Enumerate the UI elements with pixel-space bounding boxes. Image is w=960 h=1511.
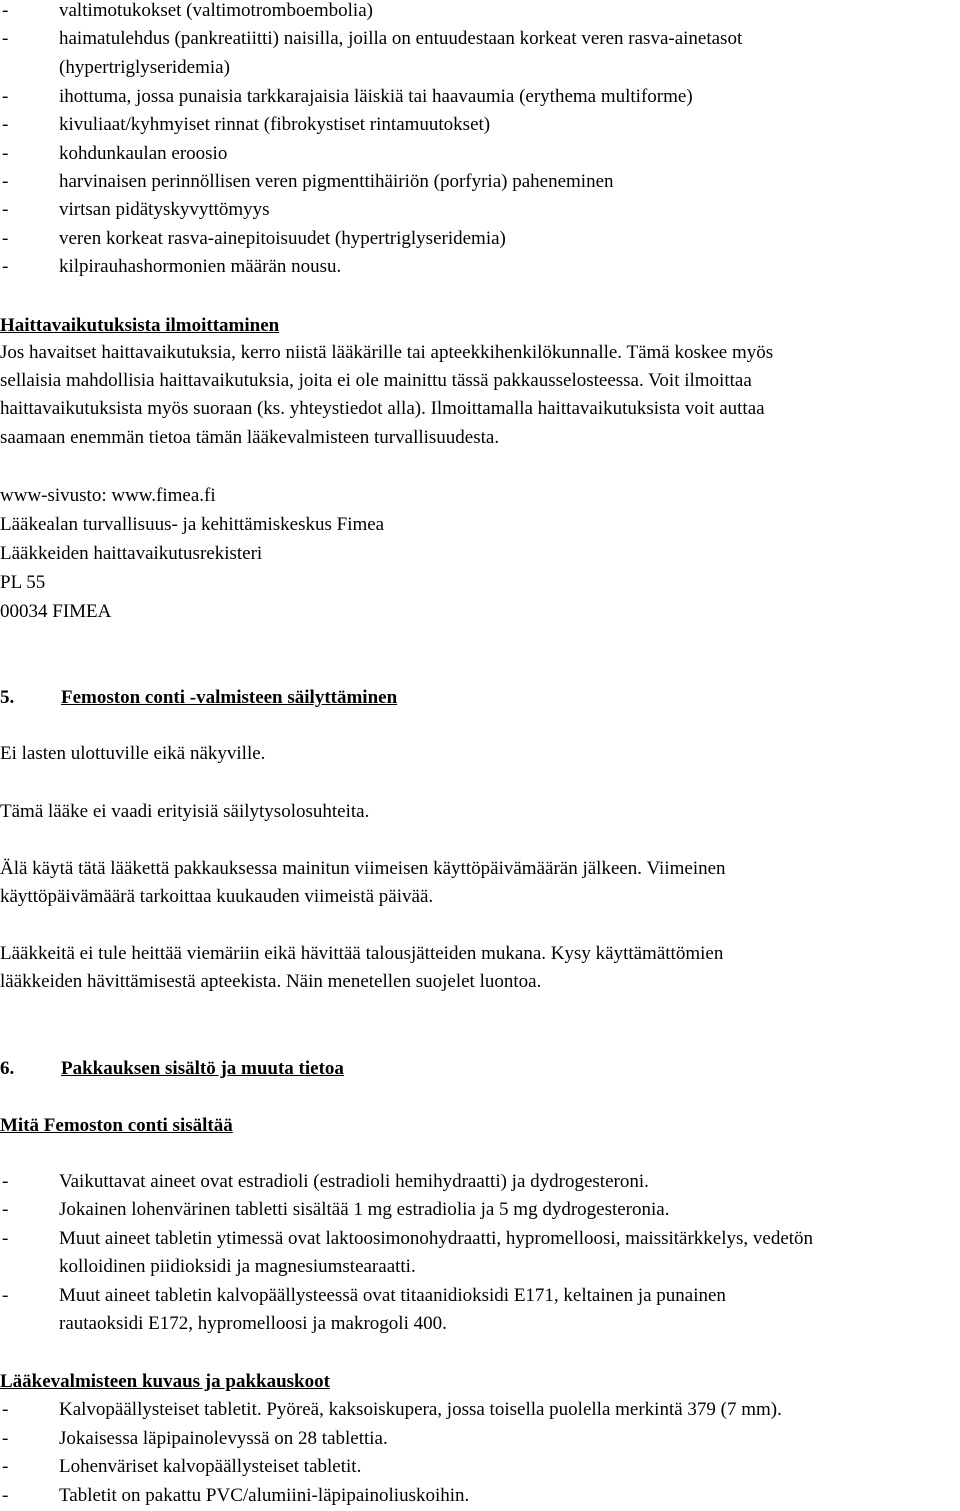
reporting-text-line: haittavaikutuksista myös suoraan (ks. yhteystiedot alla). Ilmoittamalla haittavaikutuksista voit auttaa: [0, 398, 765, 419]
section-title: Pakkauksen sisältö ja muuta tietoa: [61, 1058, 344, 1079]
description-heading: Lääkevalmisteen kuvaus ja pakkauskoot: [0, 1371, 330, 1392]
section-title: Femoston conti -valmisteen säilyttäminen: [61, 687, 398, 708]
address-line: Lääkealan turvallisuus- ja kehittämiskeskus Fimea: [0, 514, 385, 535]
address-line: Lääkkeiden haittavaikutusrekisteri: [0, 543, 263, 564]
contents-heading: Mitä Femoston conti sisältää: [0, 1115, 233, 1136]
reporting-text-line: saamaan enemmän tietoa tämän lääkevalmisteen turvallisuudesta.: [0, 427, 500, 448]
disposal-paragraph-line: Lääkkeitä ei tule heittää viemäriin eikä hävittää talousjätteiden mukana. Kysy käyttämättömien: [0, 943, 724, 964]
website-line: www-sivusto: www.fimea.fi: [0, 485, 216, 506]
storage-paragraph: Ei lasten ulottuville eikä näkyville.: [0, 743, 266, 764]
section-number: 6.: [0, 1058, 15, 1079]
expiry-paragraph-line: käyttöpäivämäärä tarkoittaa kuukauden viimeistä päivää.: [0, 886, 434, 907]
address-line: PL 55: [0, 572, 46, 593]
reporting-text-line: sellaisia mahdollisia haittavaikutuksia, joita ei ole mainittu tässä pakkausselosteessa. Voit ilmoittaa: [0, 370, 752, 391]
section-number: 5.: [0, 687, 15, 708]
storage-paragraph: Tämä lääke ei vaadi erityisiä säilytysolosuhteita.: [0, 801, 370, 822]
disposal-paragraph-line: lääkkeiden hävittämisestä apteekista. Näin menetellen suojelet luontoa.: [0, 971, 542, 992]
expiry-paragraph-line: Älä käytä tätä lääkettä pakkauksessa mainitun viimeisen käyttöpäivämäärän jälkeen. Viimeinen: [0, 858, 726, 879]
reporting-heading: Haittavaikutuksista ilmoittaminen: [0, 315, 280, 336]
address-line: 00034 FIMEA: [0, 601, 112, 622]
reporting-text-line: Jos havaitset haittavaikutuksia, kerro niistä lääkärille tai apteekkihenkilökunnalle. Tämä koskee myös: [0, 342, 774, 363]
